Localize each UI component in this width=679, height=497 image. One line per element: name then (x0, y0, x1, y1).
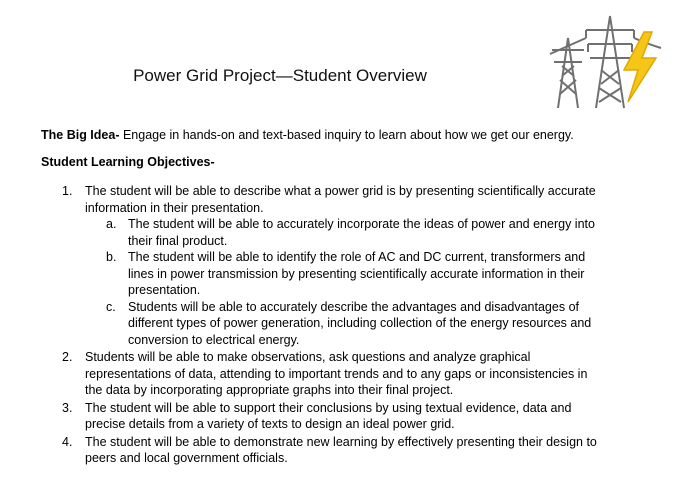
document-title: Power Grid Project—Student Overview (133, 66, 427, 85)
sub-objective-item (106, 299, 608, 349)
objective-text: Students will be able to make observations, ask questions and analyze graphical representations of data, attending to important trends and to any gaps or inconsistencies in the data by incorporating appropriate graphs into their final project. (85, 350, 588, 397)
objective-item (62, 434, 605, 467)
big-idea-text: Engage in hands-on and text-based inquiry to learn about how we get our energy. (119, 128, 574, 142)
objectives-heading: Student Learning Objectives- (41, 155, 215, 169)
objective-number: 1. (62, 184, 73, 198)
sub-objective-letter: c. (106, 299, 116, 314)
sub-objective-item (106, 216, 608, 249)
objective-text: The student will be able to support their conclusions by using textual evidence, data and precise details from a variety of texts to design an ideal power grid. (85, 400, 572, 431)
big-idea (41, 127, 661, 143)
sub-objective-text: The student will be able to identify the role of AC and DC current, transformers and lines in power transmission by presenting scientifically accurate information in their presentation. (128, 250, 586, 297)
sub-objective-item (106, 249, 608, 299)
objective-text: The student will be able to demonstrate new learning by effectively presenting their design to peers and local government officials. (85, 434, 597, 465)
objective-item (62, 183, 605, 348)
sub-objectives-list (106, 216, 608, 348)
sub-objective-letter: b. (106, 250, 117, 264)
objective-text: The student will be able to describe what a power grid is by presenting scientifically accurate information in their presentation. (85, 184, 596, 215)
sub-objective-text: The student will be able to accurately incorporate the ideas of power and energy into their final product. (128, 217, 595, 248)
objective-number: 4. (62, 434, 73, 449)
objective-item (62, 400, 605, 433)
power-tower-icon (548, 10, 663, 112)
sub-objective-text: Students will be able to accurately describe the advantages and disadvantages of different types of power generation, including collection of the energy resources and conversion to electrical energy. (128, 299, 592, 347)
objective-number: 3. (62, 400, 73, 415)
sub-objective-letter: a. (106, 217, 117, 231)
objective-item (62, 349, 605, 399)
objectives-list (62, 183, 605, 468)
lightning-bolt-icon (624, 32, 656, 102)
big-idea-label: The Big Idea- (41, 128, 120, 142)
objective-number: 2. (62, 350, 73, 364)
